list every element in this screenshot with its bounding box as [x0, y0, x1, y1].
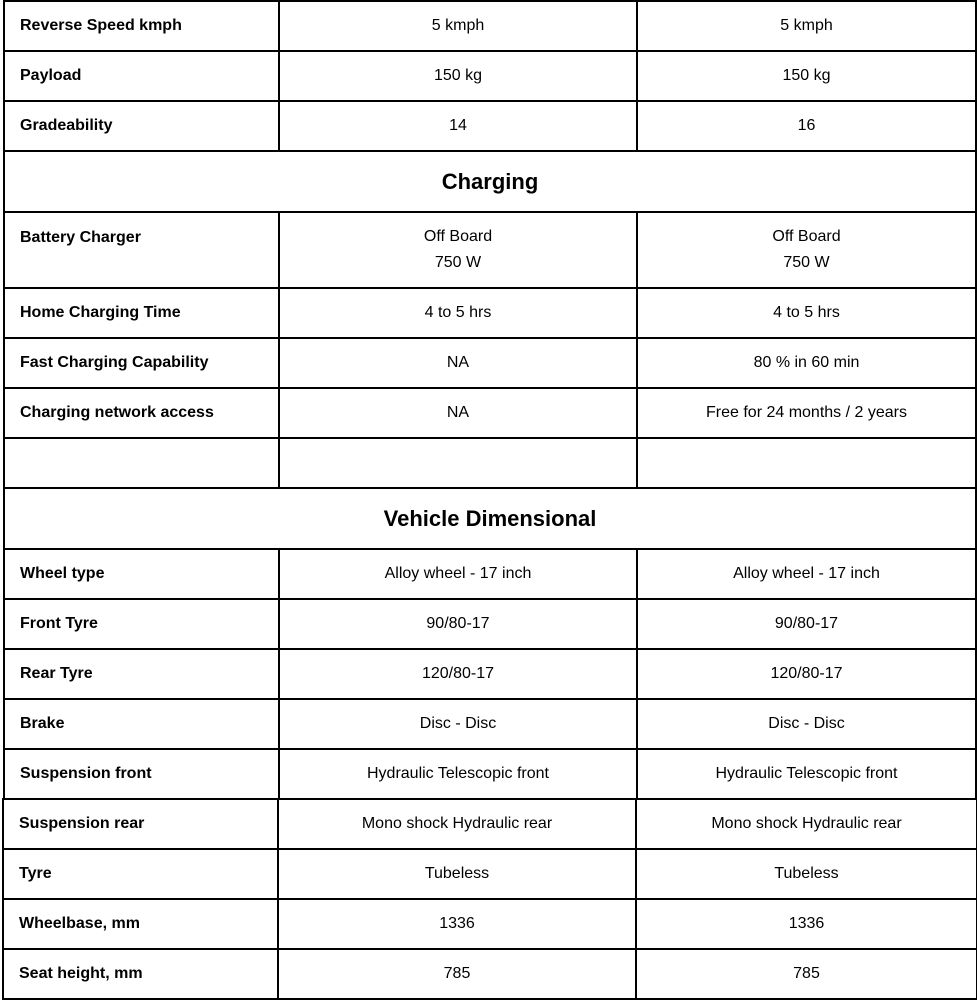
table-row: [4, 212, 976, 288]
table-row: [3, 799, 977, 849]
table-row: [3, 899, 977, 949]
table-row: [4, 51, 976, 101]
row-value-1: NA: [279, 338, 637, 388]
row-label: Brake: [4, 699, 279, 749]
row-value-2: Tubeless: [636, 849, 977, 899]
section-heading-charging: Charging: [4, 151, 976, 212]
row-value-1: 785: [278, 949, 636, 999]
row-value-2: Hydraulic Telescopic front: [637, 749, 976, 799]
table-row: [4, 699, 976, 749]
value-line: 750 W: [783, 254, 830, 271]
table-row: [4, 388, 976, 438]
row-value-1: 120/80-17: [279, 649, 637, 699]
row-label: Suspension front: [4, 749, 279, 799]
table-row: [3, 849, 977, 899]
row-value-2: Alloy wheel - 17 inch: [637, 549, 976, 599]
row-label: Tyre: [3, 849, 278, 899]
row-value-2: [637, 212, 976, 288]
row-value-2: 150 kg: [637, 51, 976, 101]
row-value-2: 120/80-17: [637, 649, 976, 699]
row-value-1: Mono shock Hydraulic rear: [278, 799, 636, 849]
empty-cell: [4, 438, 279, 488]
table-row: [4, 549, 976, 599]
row-label: Home Charging Time: [4, 288, 279, 338]
row-value-1: [279, 212, 637, 288]
row-value-1: 14: [279, 101, 637, 151]
spec-table-main: [3, 0, 977, 800]
row-value-2: 1336: [636, 899, 977, 949]
row-value-1: Hydraulic Telescopic front: [279, 749, 637, 799]
row-label: Front Tyre: [4, 599, 279, 649]
row-label: Wheel type: [4, 549, 279, 599]
section-heading-row: [4, 488, 976, 549]
row-value-2: 80 % in 60 min: [637, 338, 976, 388]
row-value-2: 16: [637, 101, 976, 151]
section-heading-dimensional: Vehicle Dimensional: [4, 488, 976, 549]
row-value-1: NA: [279, 388, 637, 438]
row-value-1: Tubeless: [278, 849, 636, 899]
row-value-1: 150 kg: [279, 51, 637, 101]
row-value-1: 1336: [278, 899, 636, 949]
row-value-2: Mono shock Hydraulic rear: [636, 799, 977, 849]
empty-row: [4, 438, 976, 488]
row-value-2: 90/80-17: [637, 599, 976, 649]
row-value-1: 5 kmph: [279, 1, 637, 51]
table-row: [4, 338, 976, 388]
row-value-2: 785: [636, 949, 977, 999]
row-value-2: Free for 24 months / 2 years: [637, 388, 976, 438]
row-label: Fast Charging Capability: [4, 338, 279, 388]
row-value-1: Disc - Disc: [279, 699, 637, 749]
empty-cell: [637, 438, 976, 488]
row-label: Battery Charger: [4, 212, 279, 288]
row-label: Payload: [4, 51, 279, 101]
table-row: [4, 749, 976, 799]
row-value-1: 90/80-17: [279, 599, 637, 649]
section-heading-row: [4, 151, 976, 212]
row-label: Suspension rear: [3, 799, 278, 849]
row-label: Rear Tyre: [4, 649, 279, 699]
row-value-1: Alloy wheel - 17 inch: [279, 549, 637, 599]
spec-table-continued: [2, 798, 977, 1000]
row-value-2: 4 to 5 hrs: [637, 288, 976, 338]
row-label: Wheelbase, mm: [3, 899, 278, 949]
value-line: Off Board: [423, 228, 493, 245]
value-line: 750 W: [434, 254, 482, 271]
row-label: Gradeability: [4, 101, 279, 151]
table-row: [3, 949, 977, 999]
table-row: [4, 1, 976, 51]
table-row: [4, 288, 976, 338]
row-value-2: Disc - Disc: [637, 699, 976, 749]
row-label: Seat height, mm: [3, 949, 278, 999]
value-line: Off Board: [772, 228, 841, 245]
table-row: [4, 599, 976, 649]
row-label: Reverse Speed kmph: [4, 1, 279, 51]
row-value-2: 5 kmph: [637, 1, 976, 51]
table-row: [4, 101, 976, 151]
row-label: Charging network access: [4, 388, 279, 438]
table-row: [4, 649, 976, 699]
empty-cell: [279, 438, 637, 488]
row-value-1: 4 to 5 hrs: [279, 288, 637, 338]
